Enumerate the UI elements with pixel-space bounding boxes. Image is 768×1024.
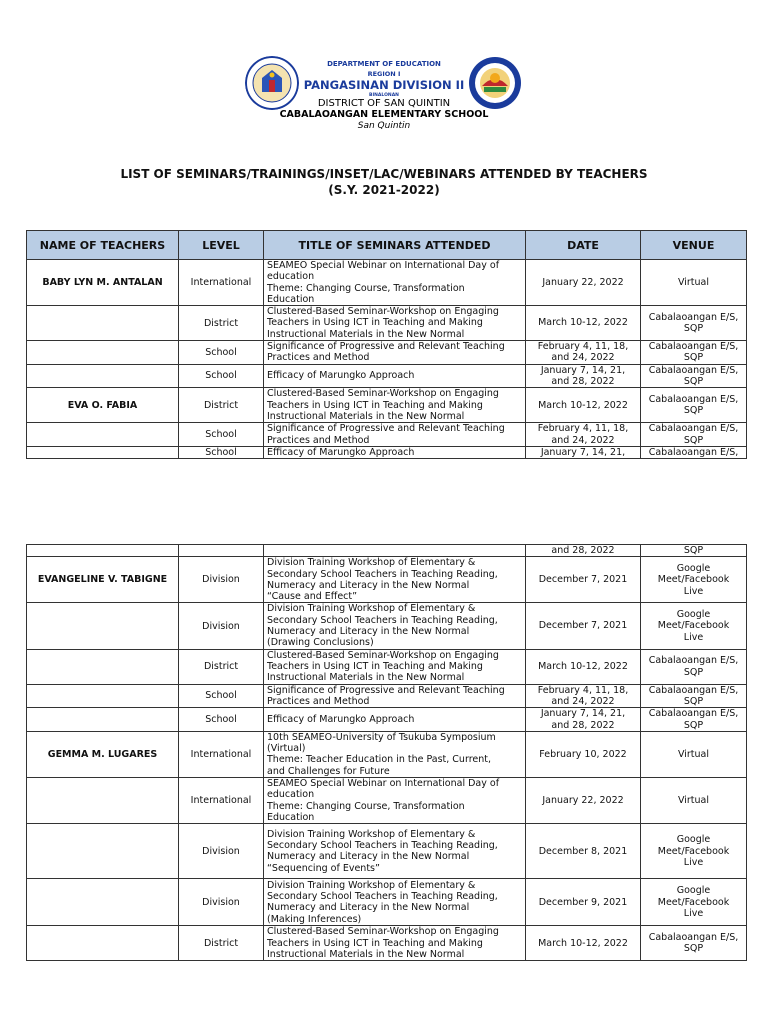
department-name: DEPARTMENT OF EDUCATION <box>327 60 441 68</box>
venue-line: Cabalaoangan E/S, <box>648 931 739 943</box>
venue-cell <box>641 446 747 458</box>
district-name: DISTRICT OF SAN QUINTIN <box>317 98 451 109</box>
venue-line: SQP <box>683 375 704 387</box>
date-cell <box>526 364 641 388</box>
title-line: Efficacy of Marungko Approach <box>267 713 415 725</box>
seminar-title-cell <box>264 603 526 649</box>
venue-line: Cabalaoangan E/S, <box>648 364 739 376</box>
date-cell <box>526 926 641 961</box>
teacher-name-cell <box>27 684 179 708</box>
venue-cell <box>641 824 747 879</box>
table-row <box>27 731 747 777</box>
venue-line: Live <box>683 631 704 643</box>
title-line: Practices and Method <box>267 695 370 707</box>
document-title <box>0 166 768 198</box>
title-line: and Challenges for Future <box>267 765 390 777</box>
venue-line: Live <box>683 856 704 868</box>
division-name: PANGASINAN DIVISION II <box>303 78 465 92</box>
title-line: SEAMEO Special Webinar on International Day of <box>267 778 500 790</box>
title-line: Efficacy of Marungko Approach <box>267 370 415 382</box>
title-line: Numeracy and Literacy in the New Normal <box>267 902 470 914</box>
date-line: and 24, 2022 <box>551 695 615 707</box>
title-line: Secondary School Teachers in Teaching Reading, <box>267 839 498 851</box>
venue-line: Google <box>676 834 711 846</box>
date-cell <box>526 341 641 365</box>
venue-line: Meet/Facebook <box>657 896 730 908</box>
venue-line: SQP <box>683 434 704 446</box>
venue-cell <box>641 649 747 684</box>
venue-cell <box>641 926 747 961</box>
date-line: March 10-12, 2022 <box>538 661 628 673</box>
date-line: and 24, 2022 <box>551 434 615 446</box>
teacher-name-cell <box>27 708 179 732</box>
venue-line: Google <box>676 609 711 621</box>
level-cell: School <box>179 423 264 447</box>
table-row <box>27 557 747 603</box>
date-cell <box>526 684 641 708</box>
title-line: Instructional Materials in the New Normal <box>267 948 465 960</box>
seminar-title-cell <box>264 778 526 824</box>
title-line: Practices and Method <box>267 434 370 446</box>
venue-line: Meet/Facebook <box>657 845 730 857</box>
date-cell <box>526 306 641 341</box>
teacher-name-cell: BABY LYN M. ANTALAN <box>27 260 179 306</box>
venue-cell <box>641 684 747 708</box>
title-line: Significance of Progressive and Relevant Teaching <box>267 423 505 435</box>
seminar-title-cell <box>264 649 526 684</box>
seminar-title-cell <box>264 557 526 603</box>
title-line: Theme: Teacher Education in the Past, Current, <box>267 754 492 766</box>
level-cell: District <box>179 926 264 961</box>
venue-line: Live <box>683 907 704 919</box>
level-cell: District <box>179 649 264 684</box>
title-line: Significance of Progressive and Relevant Teaching <box>267 684 505 696</box>
level-cell: Division <box>179 557 264 603</box>
title-line: Instructional Materials in the New Normal <box>267 672 465 684</box>
venue-cell <box>641 423 747 447</box>
title-line: Division Training Workshop of Elementary & <box>267 879 476 891</box>
venue-cell <box>641 603 747 649</box>
date-line: March 10-12, 2022 <box>538 399 628 411</box>
title-line: Teachers in Using ICT in Teaching and Making <box>267 317 483 329</box>
title-line: Secondary School Teachers in Teaching Reading, <box>267 568 498 580</box>
seminar-title-cell <box>264 423 526 447</box>
column-header-level: LEVEL <box>179 231 264 260</box>
date-cell <box>526 260 641 306</box>
seminar-title-cell <box>264 731 526 777</box>
date-line: December 7, 2021 <box>538 620 628 632</box>
venue-line: Cabalaoangan E/S, <box>648 708 739 720</box>
date-cell <box>526 778 641 824</box>
school-name: CABALAOANGAN ELEMENTARY SCHOOL <box>279 109 489 120</box>
venue-line: Virtual <box>677 794 710 806</box>
venue-line: Live <box>683 585 704 597</box>
title-line: Numeracy and Literacy in the New Normal <box>267 626 470 638</box>
venue-line: SQP <box>683 545 704 556</box>
title-line: (Drawing Conclusions) <box>267 637 374 649</box>
teacher-name-cell <box>27 603 179 649</box>
teacher-name-cell: EVA O. FABIA <box>27 388 179 423</box>
title-line: Secondary School Teachers in Teaching Reading, <box>267 614 498 626</box>
title-line: Education <box>267 811 315 823</box>
date-cell <box>526 423 641 447</box>
table-row <box>27 879 747 926</box>
venue-cell <box>641 708 747 732</box>
table-row <box>27 649 747 684</box>
venue-line: Virtual <box>677 276 710 288</box>
venue-cell <box>641 341 747 365</box>
venue-line: Google <box>676 885 711 897</box>
venue-line: Cabalaoangan E/S, <box>648 393 739 405</box>
table-row <box>27 684 747 708</box>
seminar-title-cell <box>264 341 526 365</box>
title-line: Teachers in Using ICT in Teaching and Making <box>267 661 483 673</box>
title-line: Efficacy of Marungko Approach <box>267 446 415 458</box>
date-cell <box>526 545 641 557</box>
town-name: BINALONAN <box>369 93 399 98</box>
date-line: and 24, 2022 <box>551 352 615 364</box>
level-cell: School <box>179 364 264 388</box>
seminar-title-cell <box>264 446 526 458</box>
date-line: March 10-12, 2022 <box>538 937 628 949</box>
venue-line: Google <box>676 562 711 574</box>
seminar-title-cell <box>264 306 526 341</box>
venue-cell <box>641 364 747 388</box>
title-line: 10th SEAMEO-University of Tsukuba Symposium <box>267 731 496 743</box>
seminar-title-cell <box>264 926 526 961</box>
title-line: Instructional Materials in the New Normal <box>267 410 465 422</box>
title-line: Numeracy and Literacy in the New Normal <box>267 579 470 591</box>
date-cell <box>526 603 641 649</box>
title-line: Clustered-Based Seminar-Workshop on Engaging <box>267 306 499 318</box>
venue-line: SQP <box>683 323 704 335</box>
date-line: and 28, 2022 <box>551 545 615 556</box>
table-body-page-1 <box>27 260 747 459</box>
teacher-name-cell <box>27 926 179 961</box>
date-line: January 7, 14, 21, <box>540 446 626 458</box>
title-line: Theme: Changing Course, Transformation <box>267 282 465 294</box>
title-line: Clustered-Based Seminar-Workshop on Engaging <box>267 649 499 661</box>
teacher-name-cell <box>27 446 179 458</box>
table-row <box>27 824 747 879</box>
level-cell: International <box>179 260 264 306</box>
table-row <box>27 341 747 365</box>
title-line: Instructional Materials in the New Normal <box>267 328 465 340</box>
teacher-name-cell <box>27 341 179 365</box>
date-cell <box>526 649 641 684</box>
column-header-title: TITLE OF SEMINARS ATTENDED <box>264 231 526 260</box>
level-cell: School <box>179 684 264 708</box>
venue-cell <box>641 778 747 824</box>
venue-line: Cabalaoangan E/S, <box>648 655 739 667</box>
date-line: February 4, 11, 18, <box>537 684 629 696</box>
level-cell: District <box>179 388 264 423</box>
date-line: and 28, 2022 <box>551 375 615 387</box>
date-line: February 4, 11, 18, <box>537 341 629 353</box>
title-line: education <box>267 271 315 283</box>
title-line: Numeracy and Literacy in the New Normal <box>267 851 470 863</box>
date-line: December 7, 2021 <box>538 574 628 586</box>
title-line: Teachers in Using ICT in Teaching and Making <box>267 937 483 949</box>
date-line: February 10, 2022 <box>539 748 627 760</box>
seminars-table-page-1 <box>26 230 747 459</box>
date-cell <box>526 824 641 879</box>
teacher-name-cell <box>27 364 179 388</box>
title-line: (Virtual) <box>267 743 306 755</box>
seminar-title-cell <box>264 879 526 926</box>
column-header-date: DATE <box>526 231 641 260</box>
seminar-title-cell <box>264 684 526 708</box>
venue-line: Cabalaoangan E/S, <box>648 423 739 435</box>
table-row <box>27 603 747 649</box>
date-cell <box>526 879 641 926</box>
date-line: January 22, 2022 <box>542 794 624 806</box>
level-cell: International <box>179 778 264 824</box>
seminar-title-cell <box>264 364 526 388</box>
table-row <box>27 446 747 458</box>
table-row <box>27 778 747 824</box>
table-row <box>27 388 747 423</box>
venue-cell <box>641 260 747 306</box>
table-header-row <box>27 231 747 260</box>
date-cell <box>526 388 641 423</box>
title-line-2: (S.Y. 2021-2022) <box>328 183 440 197</box>
level-cell: Division <box>179 603 264 649</box>
venue-line: Meet/Facebook <box>657 574 730 586</box>
level-cell: Division <box>179 879 264 926</box>
title-line: “Cause and Effect” <box>267 591 358 603</box>
venue-cell <box>641 545 747 557</box>
venue-line: SQP <box>683 695 704 707</box>
venue-line: SQP <box>683 666 704 678</box>
title-line: Theme: Changing Course, Transformation <box>267 800 465 812</box>
seminar-title-cell <box>264 708 526 732</box>
letterhead <box>0 56 768 131</box>
level-cell: School <box>179 708 264 732</box>
region-name: REGION I <box>367 70 401 78</box>
title-line: Division Training Workshop of Elementary & <box>267 557 476 569</box>
venue-line: SQP <box>683 405 704 417</box>
seminars-table-page-2 <box>26 544 747 961</box>
title-line: Clustered-Based Seminar-Workshop on Engaging <box>267 926 499 938</box>
teacher-name-cell: GEMMA M. LUGARES <box>27 731 179 777</box>
venue-cell <box>641 306 747 341</box>
date-cell <box>526 731 641 777</box>
title-line-1: LIST OF SEMINARS/TRAININGS/INSET/LAC/WEBINARS ATTENDED BY TEACHERS <box>120 167 648 181</box>
teacher-name-cell <box>27 649 179 684</box>
teacher-name-cell <box>27 778 179 824</box>
level-cell <box>179 545 264 557</box>
column-header-venue: VENUE <box>641 231 747 260</box>
level-cell: International <box>179 731 264 777</box>
level-cell: District <box>179 306 264 341</box>
venue-line: Virtual <box>677 748 710 760</box>
date-line: February 4, 11, 18, <box>537 423 629 435</box>
title-line: Teachers in Using ICT in Teaching and Making <box>267 399 483 411</box>
level-cell: Division <box>179 824 264 879</box>
title-line: Education <box>267 293 315 305</box>
title-line: “Sequencing of Events” <box>267 862 380 874</box>
venue-line: Cabalaoangan E/S, <box>648 684 739 696</box>
table-body-page-2 <box>27 545 747 961</box>
venue-line: Cabalaoangan E/S, <box>648 341 739 353</box>
date-line: December 8, 2021 <box>538 845 628 857</box>
table-row <box>27 926 747 961</box>
venue-line: Cabalaoangan E/S, <box>648 446 739 458</box>
date-line: January 7, 14, 21, <box>540 708 626 720</box>
title-line: education <box>267 789 315 801</box>
teacher-name-cell <box>27 824 179 879</box>
title-line: SEAMEO Special Webinar on International Day of <box>267 260 500 271</box>
table-row <box>27 306 747 341</box>
venue-cell <box>641 879 747 926</box>
seminar-title-cell <box>264 824 526 879</box>
title-line: Significance of Progressive and Relevant Teaching <box>267 341 505 353</box>
table-row <box>27 423 747 447</box>
venue-cell <box>641 731 747 777</box>
table-row <box>27 364 747 388</box>
date-cell <box>526 708 641 732</box>
teacher-name-cell <box>27 879 179 926</box>
venue-line: Meet/Facebook <box>657 620 730 632</box>
title-line: Clustered-Based Seminar-Workshop on Engaging <box>267 388 499 400</box>
title-line: Division Training Workshop of Elementary & <box>267 828 476 840</box>
level-cell: School <box>179 341 264 365</box>
title-line: Division Training Workshop of Elementary & <box>267 603 476 615</box>
teacher-name-cell <box>27 306 179 341</box>
column-header-name: NAME OF TEACHERS <box>27 231 179 260</box>
level-cell: School <box>179 446 264 458</box>
venue-line: SQP <box>683 352 704 364</box>
table-row <box>27 708 747 732</box>
table-row <box>27 260 747 306</box>
date-cell <box>526 557 641 603</box>
venue-line: SQP <box>683 943 704 955</box>
teacher-name-cell <box>27 423 179 447</box>
title-line: Secondary School Teachers in Teaching Reading, <box>267 890 498 902</box>
seminar-title-cell <box>264 388 526 423</box>
table-row <box>27 545 747 557</box>
seminar-title-cell <box>264 260 526 306</box>
date-line: January 22, 2022 <box>542 276 624 288</box>
date-line: December 9, 2021 <box>538 896 628 908</box>
date-line: January 7, 14, 21, <box>540 364 626 376</box>
title-line: (Making Inferences) <box>267 913 362 925</box>
teacher-name-cell <box>27 545 179 557</box>
venue-line: SQP <box>683 719 704 731</box>
venue-line: Cabalaoangan E/S, <box>648 311 739 323</box>
teacher-name-cell: EVANGELINE V. TABIGNE <box>27 557 179 603</box>
venue-cell <box>641 557 747 603</box>
date-line: March 10-12, 2022 <box>538 317 628 329</box>
date-cell <box>526 446 641 458</box>
seminar-title-cell <box>264 545 526 557</box>
title-line: Practices and Method <box>267 352 370 364</box>
date-line: and 28, 2022 <box>551 719 615 731</box>
venue-cell <box>641 388 747 423</box>
place-name: San Quintin <box>357 121 411 131</box>
